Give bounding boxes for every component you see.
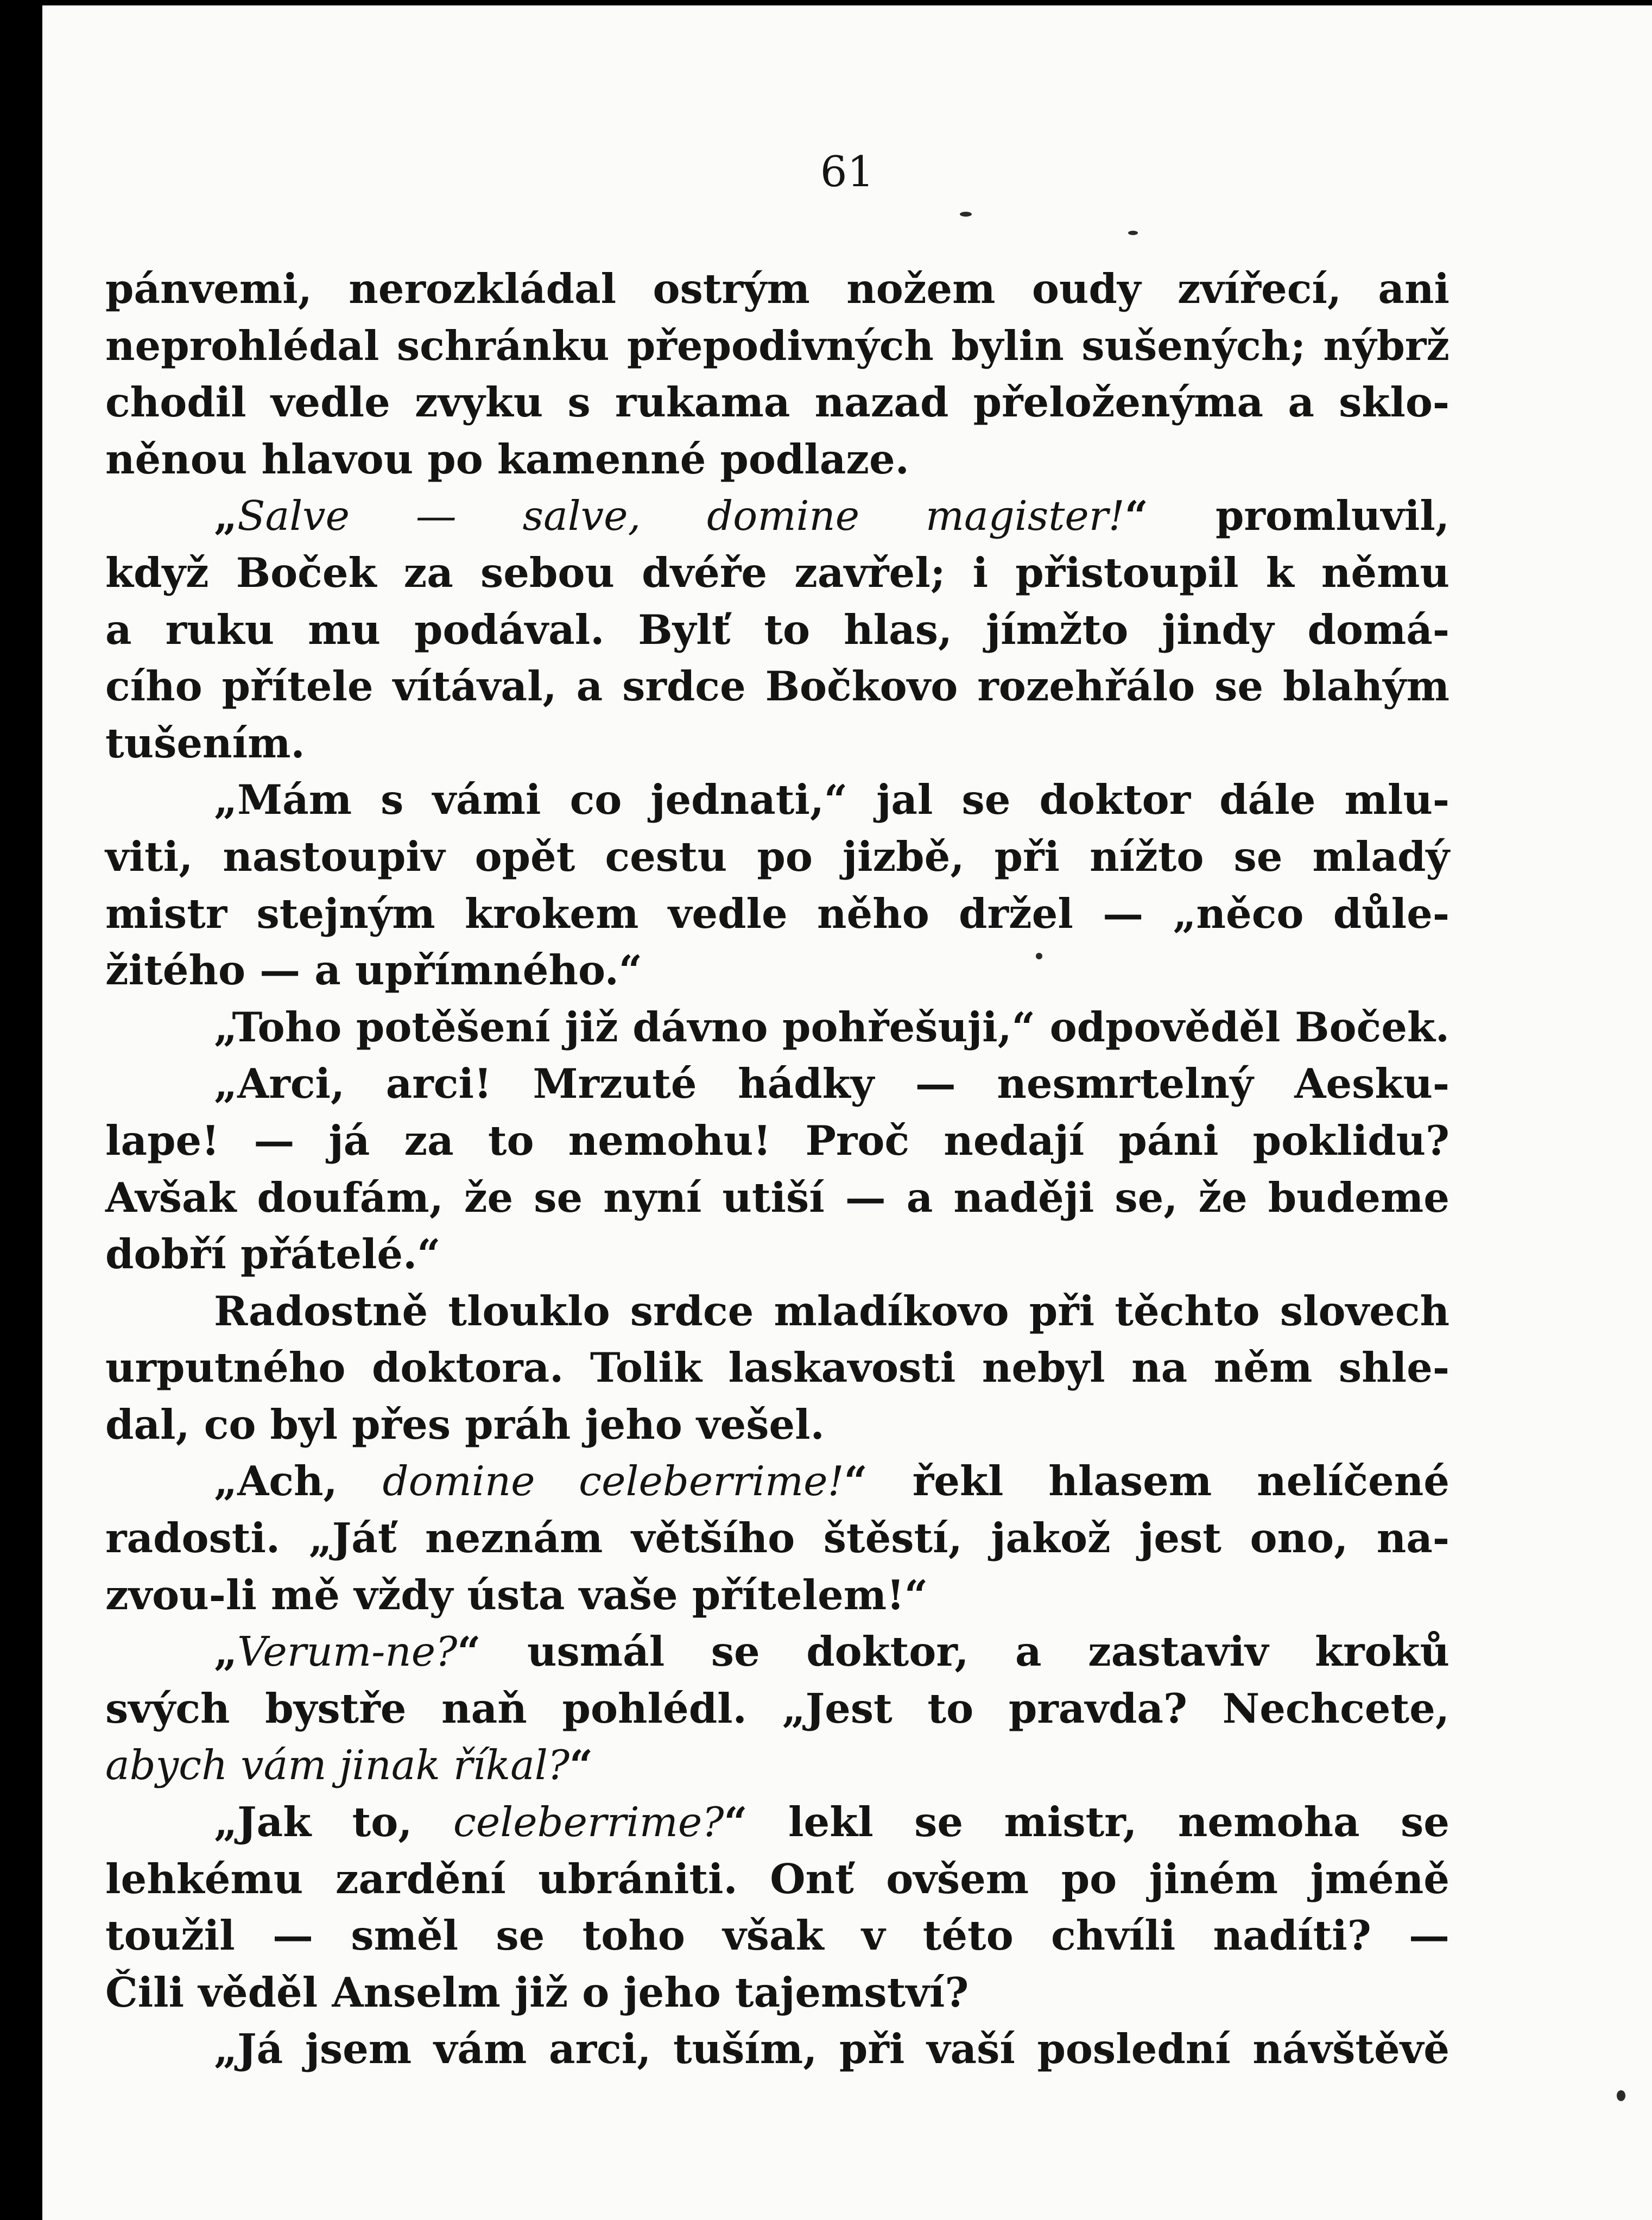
text-line [105,2021,1450,2078]
italic-text: celeberrime? [453,1798,724,1846]
text-run: Radostně tlouklo srdce mladíkovo při těchto slovech [214,1287,1450,1335]
text-line [105,1794,1450,1851]
text-run: a ruku mu podával. Bylť to hlas, jímžto jindy domá- [105,605,1450,654]
italic-text: domine celeberrime! [382,1457,844,1506]
text-run: neprohlédal schránku přepodivných bylin sušených; nýbrž [105,321,1450,370]
text-line [105,1567,1450,1624]
text-run: dobří přátelé.“ [105,1230,441,1279]
text-run: žitého — a upřímného.“ [105,946,642,995]
text-line [105,771,1450,828]
book-page [42,5,1652,2220]
text-line [105,715,1450,772]
page-number: 61 [820,148,875,197]
text-line [105,1226,1450,1283]
text-line [105,602,1450,659]
italic-text: Verum-ne? [237,1628,458,1676]
text-line [105,1851,1450,1908]
text-run: pánvemi, nerozkládal ostrým nožem oudy zvířecí, ani [105,265,1450,313]
text-run: chodil vedle zvyku s rukama nazad přeloženýma a sklo- [105,378,1450,427]
text-run: viti, nastoupiv opět cestu po jizbě, při nížto se mladý [105,832,1450,881]
text-line [105,1339,1450,1396]
text-run: „Já jsem vám arci, tuším, při vaší poslední návštěvě [214,2025,1450,2073]
text-line [105,1964,1450,2021]
print-speck [960,212,972,217]
text-line [105,999,1450,1056]
text-run: “ usmál se doktor, a zastaviv kroků [457,1628,1450,1676]
text-line [105,1055,1450,1112]
text-run: Avšak doufám, že se nyní utiší — a naději se, že budeme [105,1173,1450,1222]
text-line [105,1396,1450,1453]
text-line [105,1283,1450,1340]
text-run: “ [569,1741,593,1789]
text-run: „Toho potěšení již dávno pohřešuji,“ odpověděl Boček. [214,1003,1450,1051]
text-run: zvou-li mě vždy ústa vaše přítelem!“ [105,1571,928,1619]
text-line [105,1510,1450,1567]
text-line [105,431,1450,488]
text-run: když Boček za sebou dvéře zavřel; i přistoupil k němu [105,548,1450,597]
text-line [105,828,1450,886]
text-run: „Ach, [214,1457,383,1506]
text-run: „Mám s vámi co jednati,“ jal se doktor dále mlu- [214,776,1450,824]
text-run: toužil — směl se toho však v této chvíli nadíti? — [105,1912,1450,1960]
text-line [105,1680,1450,1737]
text-run: cího přítele vítával, a srdce Bočkovo rozehřálo se blahým [105,662,1450,711]
italic-text: Salve — salve, domine magister! [237,492,1125,540]
text-line [105,545,1450,602]
text-line [105,658,1450,715]
text-run: svých bystře naň pohlédl. „Jest to pravda? Nechcete, [105,1684,1450,1732]
text-line [105,261,1450,318]
text-line [105,1907,1450,1964]
italic-text: abych vám jinak říkal? [105,1741,570,1789]
text-line [105,488,1450,545]
text-run: „ [214,492,238,540]
text-run: lehkému zardění ubrániti. Onť ovšem po jiném jméně [105,1855,1450,1903]
text-run: “ promluvil, [1124,492,1450,540]
text-run: „Arci, arci! Mrzuté hádky — nesmrtelný Aesku- [214,1060,1450,1108]
text-run: něnou hlavou po kamenné podlaze. [105,435,909,483]
text-line [105,1623,1450,1680]
body-text [105,261,1450,2078]
text-line [105,318,1450,375]
text-run: „Jak to, [214,1798,453,1846]
text-line [105,1737,1450,1794]
text-run: radosti. „Jáť neznám většího štěstí, jakož jest ono, na- [105,1514,1450,1563]
print-speck [1036,953,1042,959]
text-line [105,942,1450,999]
text-run: urputného doktora. Tolik laskavosti nebyl na něm shle- [105,1344,1450,1392]
text-line [105,374,1450,431]
text-run: lape! — já za to nemohu! Proč nedají páni poklidu? [105,1116,1450,1165]
text-run: Čili věděl Anselm již o jeho tajemství? [105,1968,969,2016]
text-line [105,1112,1450,1169]
text-line [105,1169,1450,1226]
text-line [105,1453,1450,1510]
text-run: „ [214,1628,238,1676]
text-run: dal, co byl přes práh jeho vešel. [105,1400,825,1449]
text-run: “ řekl hlasem nelíčené [844,1457,1450,1506]
text-run: mistr stejným krokem vedle něho držel — „něco důle- [105,889,1450,938]
text-run: tušením. [105,719,305,767]
print-speck [1617,2090,1625,2101]
text-run: “ lekl se mistr, nemoha se [724,1798,1450,1846]
text-line [105,886,1450,943]
print-speck [1128,231,1138,235]
